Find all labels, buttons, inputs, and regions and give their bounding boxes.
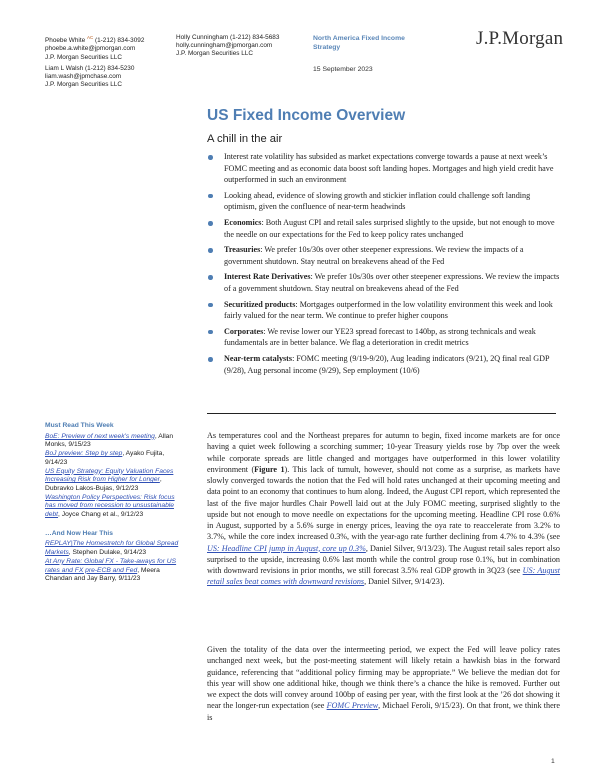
- now-hear-item: [45, 558, 185, 584]
- bullet-text: Interest rate volatility has subsided as market expectations converge towards a pause at next week’s FOMC meeting and as economic data boost soft landing hopes. Mortgages and high yield credit have outperformed in such an environment: [224, 152, 554, 185]
- bullet-dot-icon: [208, 330, 213, 335]
- author-phone: (1-212) 834-5230: [85, 64, 135, 72]
- bullet-head: Near-term catalysts: [224, 353, 293, 363]
- must-read-link[interactable]: BoE: Preview of next week’s meeting: [45, 432, 155, 440]
- ribbon-label: North America Fixed Income Strategy: [313, 35, 405, 51]
- bullet-head: Treasuries: [224, 245, 261, 255]
- now-hear-link[interactable]: REPLAY|The Homestretch for Global Spread Markets: [45, 540, 179, 557]
- bullet-text: : Mortgages outperformed in the low volatility environment this week and look fairly valued for the near term. We continue to prefer higher coupons: [224, 299, 553, 321]
- sidebar-reading-list: [45, 422, 185, 584]
- fomc-preview-link[interactable]: FOMC Preview: [326, 701, 379, 711]
- must-read-item: [45, 450, 185, 467]
- retail-sales-link[interactable]: US: August retail sales beat comes with downward revisions: [207, 566, 561, 587]
- figure-ref: Figure 1: [254, 464, 285, 474]
- bullet-head: Economics: [224, 217, 262, 227]
- bullet-text: : We prefer 10s/30s over other steepener expressions. We review the impacts of a government shutdown. Stay neutral on breakevens ahead of the Fed: [224, 245, 524, 266]
- author-email[interactable]: phoebe.a.white@jpmorgan.com: [45, 45, 136, 53]
- page-title: US Fixed Income Overview: [207, 107, 406, 124]
- cpi-report-link[interactable]: US: Headline CPI jump in August, core up 0.3%: [207, 543, 366, 553]
- must-read-byline: , Dubravko Lakos-Bujas, 9/12/23: [45, 476, 162, 492]
- bullet-dot-icon: [208, 194, 213, 199]
- author-name: Liam L Walsh: [45, 64, 84, 72]
- must-read-link[interactable]: Washington Policy Perspectives: Risk focus has moved from recession to unsustainable debt: [45, 493, 175, 519]
- bullet-text: : We prefer 10s/30s over other steepener expressions. We review the impacts of a government shutdown. Stay neutral on breakevens ahead of the Fed: [224, 272, 560, 293]
- bullet-item: [208, 271, 563, 294]
- author-email[interactable]: holly.cunningham@jpmorgan.com: [176, 42, 273, 50]
- author-block-right: [176, 34, 279, 59]
- jpmorgan-logo: J.P.Morgan: [476, 28, 564, 49]
- author-superscript: AC: [86, 35, 94, 40]
- now-hear-byline: , Meera Chandan and Jay Barry, 9/11/23: [45, 566, 160, 583]
- page-subtitle: A chill in the air: [207, 133, 283, 145]
- must-read-header: Must Read This Week: [45, 422, 114, 429]
- bullet-head: Securitized products: [224, 299, 296, 309]
- bullet-head: Corporates: [224, 326, 264, 336]
- bullet-item: [208, 326, 563, 349]
- now-hear-link[interactable]: At Any Rate: Global FX - Take-aways for US rates and FX pre-ECB and Fed: [45, 557, 177, 574]
- bullet-dot-icon: [208, 357, 213, 362]
- page-number: 1: [551, 758, 555, 765]
- bullet-item: [208, 151, 563, 186]
- bullet-dot-icon: [208, 275, 213, 280]
- author-org: J.P. Morgan Securities LLC: [45, 53, 122, 61]
- body-paragraph-2: Given the totality of the data over the intermeeting period, we expect the Fed will leave policy rates unchanged next week, but the post-meeting statement will likely retain a hawkish bias in the forward guidance, referencing that “additional policy firming may be appropriate.” We believe the median dot for this year will show one additional hike, though we think there’s a chance the hike is removed. Further out we expect the dots will convey around 100bp of easing per year, with the first look at the ’26 dot showing it near the longer-run expectation (see FOMC Preview, Michael Feroli, 9/15/23). On that front, we think there is: [207, 645, 560, 722]
- must-read-link[interactable]: US Equity Strategy: Equity Valuation Faces Increasing Risk from Higher for Longer: [45, 467, 174, 484]
- now-hear-byline: , Stephen Dulake, 9/14/23: [68, 549, 147, 557]
- bullet-item: [208, 190, 563, 213]
- author-email[interactable]: liam.wash@jpmchase.com: [45, 72, 122, 80]
- author-phone: (1-212) 834-5683: [230, 34, 280, 41]
- bullet-dot-icon: [208, 221, 213, 226]
- bullet-dot-icon: [208, 248, 213, 253]
- author-org: J.P. Morgan Securities LLC: [45, 81, 122, 89]
- must-read-byline: , Allan Monks, 9/15/23: [45, 432, 174, 449]
- summary-bullets: [208, 151, 563, 380]
- bullet-text: Looking ahead, evidence of slowing growth and stickier inflation could challenge soft landing optimism, given the confluence of near-term headwinds: [224, 190, 531, 212]
- bullet-dot-icon: [208, 155, 213, 160]
- author-phone: (1-212) 834-3092: [94, 37, 145, 45]
- bullet-item: [208, 217, 563, 240]
- author-block-left: [45, 34, 144, 89]
- publication-date: 15 September 2023: [313, 66, 373, 73]
- bullet-text: : FOMC meeting (9/19-9/20), Aug leading indicators (9/21), 2Q final real GDP (9/28), Aug personal income (9/29), Sep employment (10/6): [224, 353, 550, 375]
- now-hear-item: [45, 540, 185, 557]
- must-read-item: [45, 468, 185, 494]
- author-name: Holly Cunningham: [176, 34, 229, 41]
- must-read-byline: , Joyce Chang et al., 9/12/23: [58, 511, 144, 519]
- must-read-link[interactable]: BoJ preview: Step by step: [45, 450, 123, 458]
- bullet-item: [208, 244, 563, 267]
- bullet-text: : Both August CPI and retail sales surprised slightly to the upside, but not enough to move the needle on our expectations for the Fed to keep policy rates unchanged: [224, 217, 555, 239]
- body-paragraph-1: As temperatures cool and the Northeast prepares for autumn to begin, fixed income markets are for once having a quiet week following a scorching summer; 10-year Treasury yields rose by 7bp over the week while corporate spreads are little changed and mortgages have outperformed in this lower volatility environment (Figure 1). This lack of tumult, however, should not come as a surprise, as markets have slowly converged towards the notion that the Fed will hold rates unchanged at their upcoming meeting and data point to an economy that continues to hum along. Indeed, the August CPI report, which represented the last of the five major hurdles Chair Powell laid out at the July FOMC meeting, surprised slightly to the upside but not enough to move needle on expectations for the upcoming meeting. Headline CPI rose 0.6% in August, supported by a 5.6% surge in energy prices, leaving the oya rate to reaccelerate from 3.2% to 3.7%, while the core index increased 0.3%, with the year-ago rate further declining from 4.7% to 4.3% (see US: Headline CPI jump in August, core up 0.3%, Daniel Silver, 9/13/23). The August retail sales report also surprised to the upside, increasing 0.6% last month while the control group rose 0.1%, but in combination with downward revisions in prior months, we still forecast 3.5% real GDP growth in 3Q23 (see US: August retail sales beat comes with downward revisions, Daniel Silver, 9/14/23).: [207, 431, 561, 587]
- section-divider: [207, 413, 556, 414]
- must-read-item: [45, 433, 185, 450]
- must-read-byline: , Ayako Fujita, 9/14/23: [45, 450, 165, 466]
- author-org: J.P. Morgan Securities LLC: [176, 50, 253, 58]
- author-name: Phoebe White: [45, 37, 86, 45]
- bullet-head: Interest Rate Derivatives: [224, 272, 311, 282]
- now-hear-header: …And Now Hear This: [45, 529, 113, 537]
- bullet-text: : We revise lower our YE23 spread forecast to 140bp, as strong technicals and weak fundamentals are in better balance. We flag a deterioration in credit metrics: [224, 326, 536, 348]
- must-read-item: [45, 494, 185, 520]
- bullet-item: [208, 353, 563, 376]
- bullet-dot-icon: [208, 303, 213, 308]
- bullet-item: [208, 299, 563, 322]
